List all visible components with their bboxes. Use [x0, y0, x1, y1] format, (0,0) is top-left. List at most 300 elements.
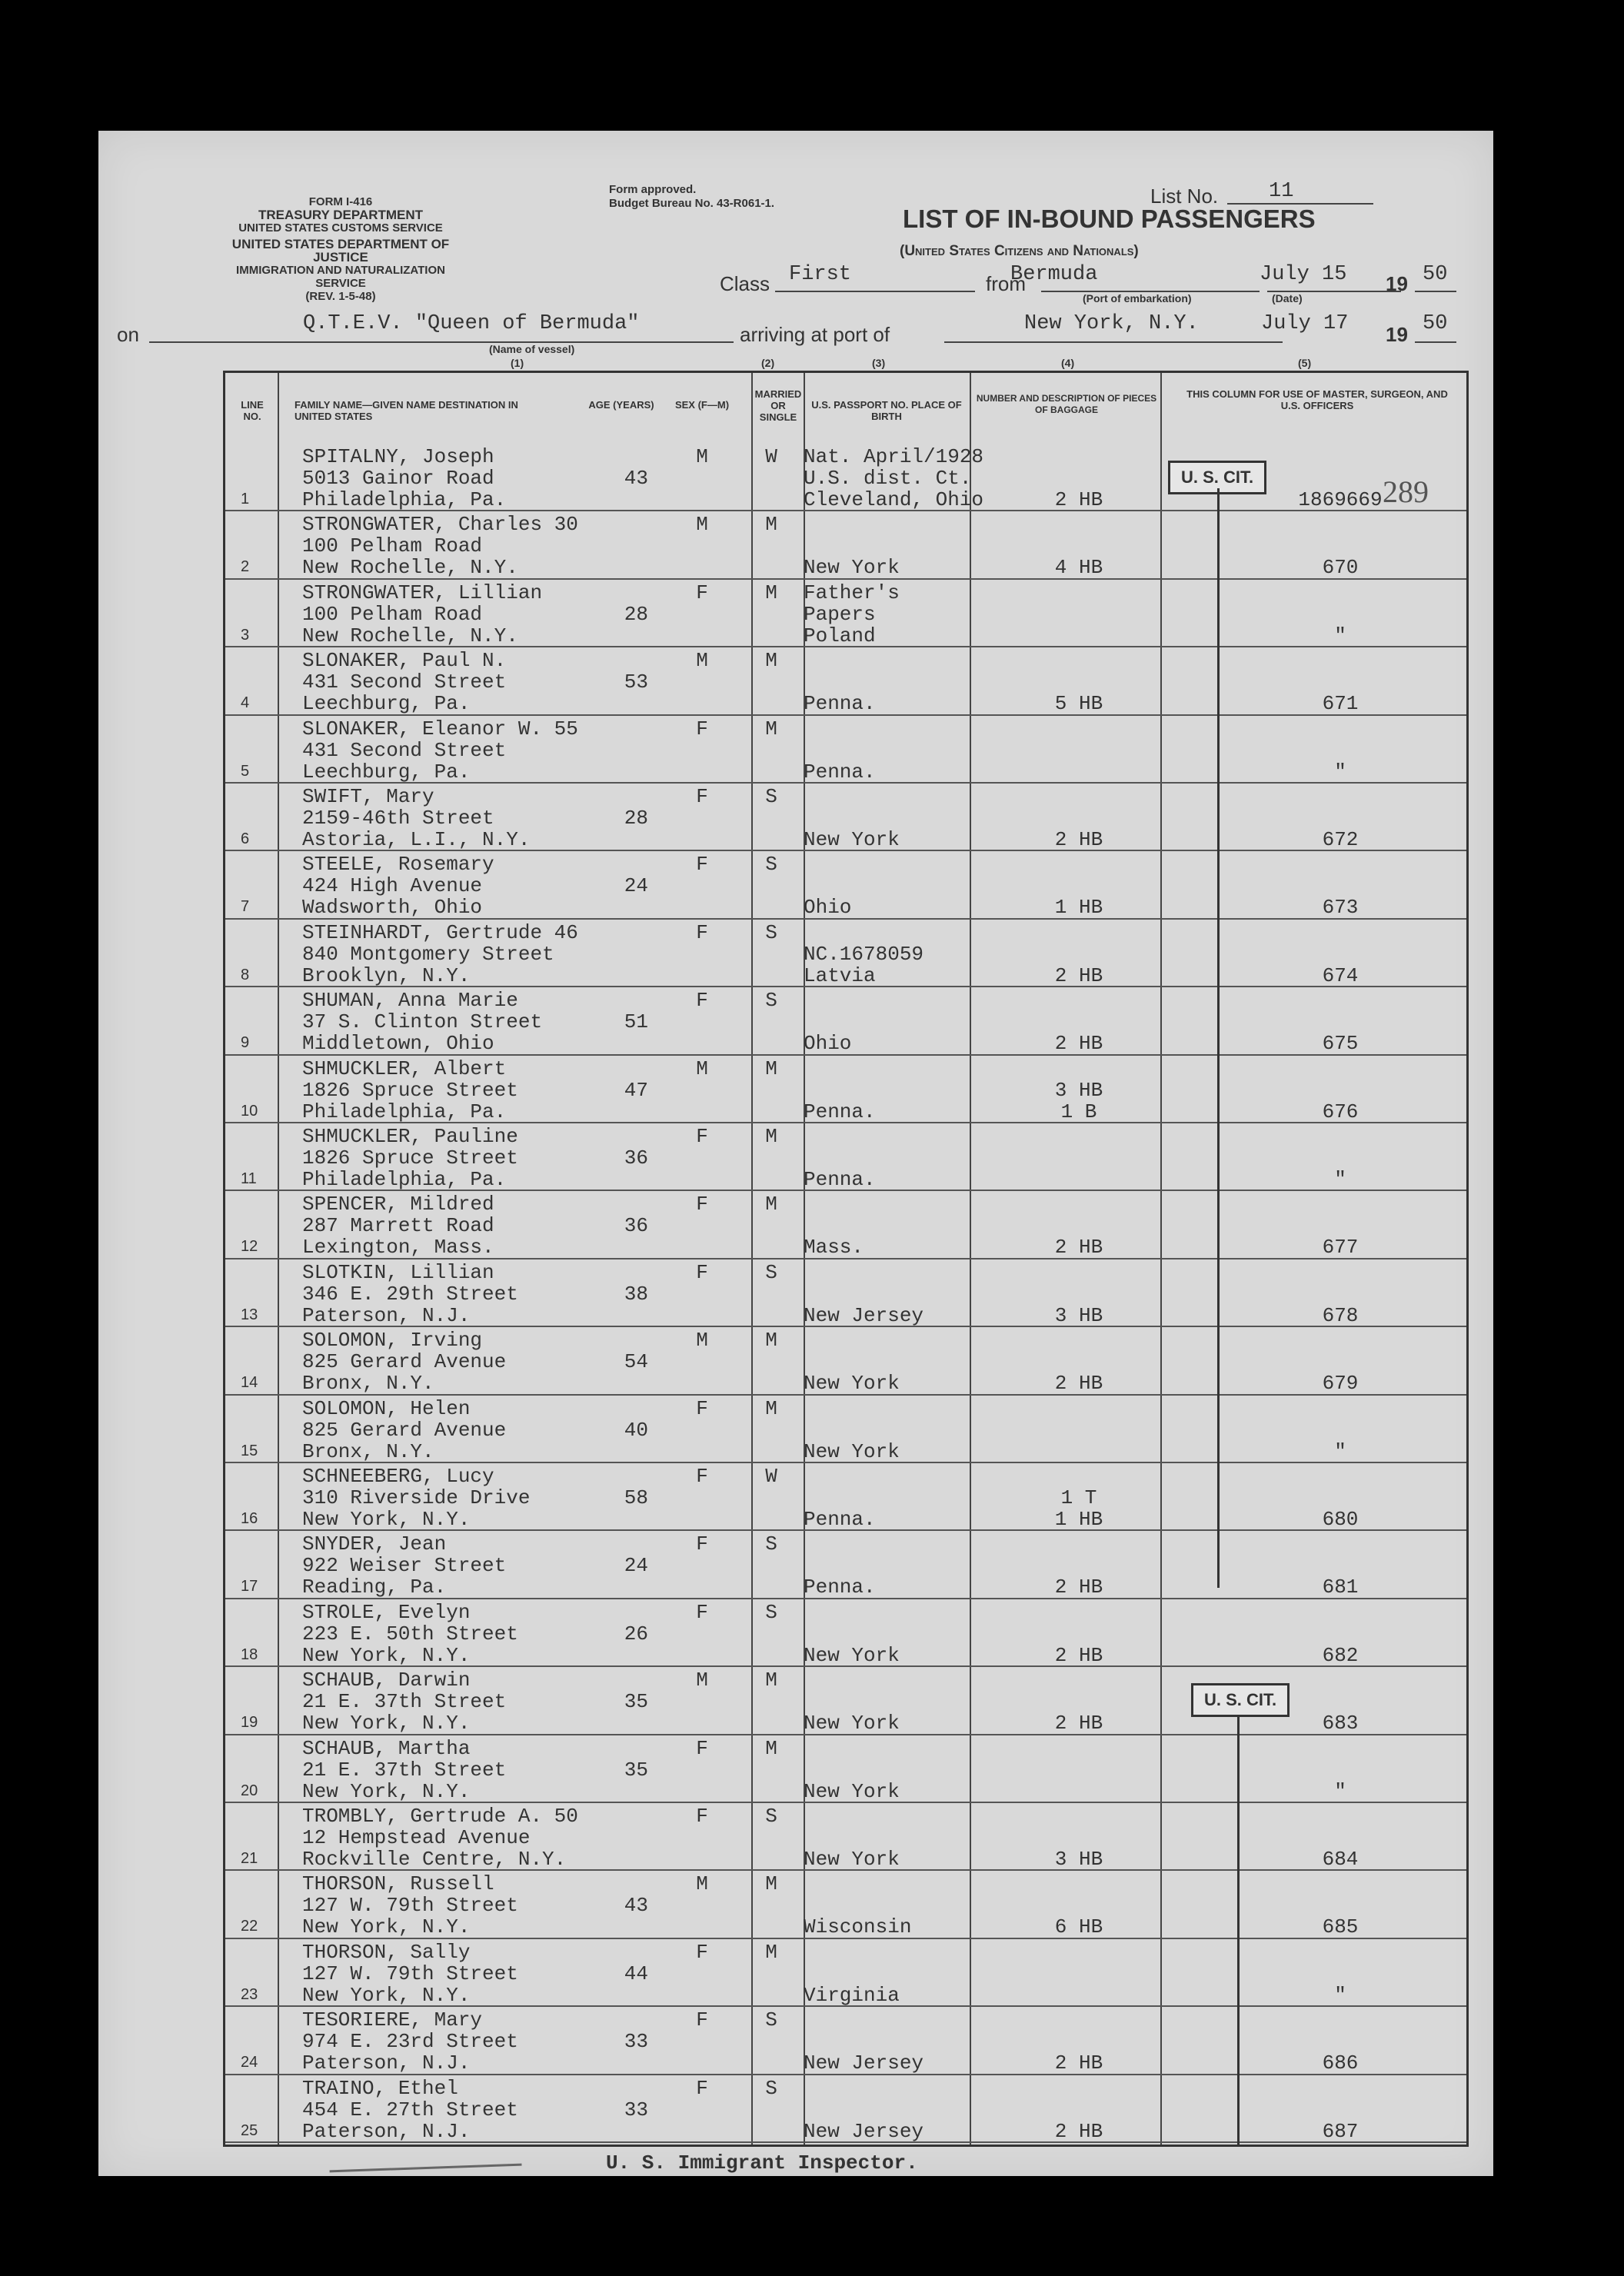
passenger-street: 287 Marrett Road — [302, 1214, 494, 1238]
line-number: 13 — [241, 1306, 258, 1323]
col-head-sex: SEX (F—M) — [674, 399, 730, 411]
passenger-sex: F — [696, 785, 708, 808]
passenger-city: Bronx, N.Y. — [302, 1439, 434, 1463]
table-row — [225, 1871, 1466, 1938]
from-value: Bermuda — [1010, 263, 1098, 286]
marital-status: W — [765, 1465, 777, 1488]
birthplace: Penna. — [804, 760, 876, 784]
us-cit-stamp: U. S. CIT. — [1191, 1683, 1290, 1717]
passenger-age: 33 — [624, 2030, 648, 2054]
passenger-name: SHMUCKLER, Albert — [302, 1056, 507, 1080]
line-number: 8 — [241, 966, 250, 983]
birthplace: New York — [804, 1439, 900, 1463]
passenger-sex: F — [696, 1532, 708, 1556]
form-revision: (REV. 1-5-48) — [305, 290, 376, 303]
passenger-city: Brooklyn, N.Y. — [302, 963, 471, 987]
form-number: FORM I-416 — [308, 195, 373, 208]
passenger-sex: F — [696, 1465, 708, 1488]
vessel-caption: (Name of vessel) — [489, 343, 575, 355]
baggage-line-1: 1 T — [1060, 1486, 1097, 1509]
passenger-city: New York, N.Y. — [302, 1643, 471, 1667]
birthplace: New York — [804, 556, 900, 580]
table-row — [225, 1803, 1466, 1871]
vessel-line — [149, 341, 734, 343]
birthplace: New Jersey — [804, 2051, 924, 2075]
justice-dept: UNITED STATES DEPARTMENT OF JUSTICE — [231, 237, 450, 265]
passenger-city: Leechburg, Pa. — [302, 760, 471, 784]
line-number: 5 — [241, 762, 250, 780]
baggage-line-2: 2 HB — [1054, 2051, 1103, 2075]
passenger-street: 2159-46th Street — [302, 807, 494, 830]
table-row — [225, 1191, 1466, 1259]
table-row — [225, 1463, 1466, 1531]
line-number: 24 — [241, 2054, 258, 2071]
baggage-line-2: 2 HB — [1054, 1643, 1103, 1667]
ins-service: IMMIGRATION AND NATURALIZATION SERVICE — [236, 264, 445, 290]
marital-status: S — [765, 1600, 777, 1624]
passenger-city: Lexington, Mass. — [302, 1236, 494, 1259]
arriving-label: arriving at port of — [740, 323, 890, 346]
officer-number: " — [1334, 1983, 1346, 2007]
marital-status: W — [765, 445, 777, 468]
officer-number: 680 — [1322, 1508, 1359, 1531]
table-row — [225, 1327, 1466, 1395]
arrival-port: New York, N.Y. — [1024, 312, 1199, 335]
passport-line-1: Nat. April/1928 — [804, 445, 984, 468]
passenger-age: 36 — [624, 1146, 648, 1170]
us-cit-bracket — [1217, 488, 1220, 1588]
passenger-sex: F — [696, 1736, 708, 1760]
passenger-sex: F — [696, 853, 708, 877]
officer-number: " — [1334, 1168, 1346, 1191]
passenger-age: 53 — [624, 670, 648, 694]
baggage-line-2: 2 HB — [1054, 1576, 1103, 1599]
passenger-sex: M — [696, 649, 708, 673]
passenger-age: 35 — [624, 1758, 648, 1782]
passenger-name: SHUMAN, Anna Marie — [302, 989, 518, 1013]
marital-status: S — [765, 2076, 777, 2100]
birthplace: New York — [804, 1372, 900, 1396]
passenger-street: 840 Montgomery Street — [302, 942, 554, 966]
line-number: 22 — [241, 1918, 258, 1935]
marital-status: S — [765, 785, 777, 808]
passenger-age: 43 — [624, 467, 648, 490]
table-row — [225, 1396, 1466, 1463]
table-row — [225, 1123, 1466, 1191]
form-approved: Form approved. — [609, 183, 697, 196]
passenger-age: 26 — [624, 1622, 648, 1645]
passenger-city: New York, N.Y. — [302, 1779, 471, 1803]
passenger-age: 47 — [624, 1078, 648, 1102]
officer-number: 681 — [1322, 1576, 1359, 1599]
table-row — [225, 647, 1466, 715]
passenger-street: 12 Hempstead Avenue — [302, 1826, 531, 1849]
officer-number: 683 — [1322, 1712, 1359, 1735]
passenger-street: 127 W. 79th Street — [302, 1894, 518, 1918]
birthplace: Penna. — [804, 1100, 876, 1123]
baggage-line-2: 2 HB — [1054, 1032, 1103, 1056]
passenger-name: TESORIERE, Mary — [302, 2008, 483, 2032]
col-num-1: (1) — [511, 357, 524, 369]
passenger-name: STRONGWATER, Charles 30 — [302, 513, 578, 537]
table-row — [225, 2007, 1466, 2075]
baggage-line-2: 3 HB — [1054, 1848, 1103, 1871]
officer-number: " — [1334, 760, 1346, 784]
marital-status: S — [765, 989, 777, 1013]
col-num-3: (3) — [872, 357, 886, 369]
customs-service: UNITED STATES CUSTOMS SERVICE — [238, 221, 443, 235]
officer-number: " — [1334, 624, 1346, 647]
line-number: 2 — [241, 558, 250, 576]
passenger-street: 223 E. 50th Street — [302, 1622, 518, 1645]
birthplace: New York — [804, 1643, 900, 1667]
birthplace: Mass. — [804, 1236, 864, 1259]
birthplace: Penna. — [804, 1168, 876, 1191]
passenger-name: SOLOMON, Irving — [302, 1329, 483, 1353]
officer-number: 673 — [1322, 896, 1359, 920]
birthplace: New York — [804, 1712, 900, 1735]
birthplace: New Jersey — [804, 2119, 924, 2143]
table-row — [225, 1531, 1466, 1599]
col-head-line: LINE NO. — [241, 399, 264, 422]
list-no-line — [1227, 203, 1373, 205]
passenger-age: 35 — [624, 1690, 648, 1714]
passenger-city: New York, N.Y. — [302, 1712, 471, 1735]
passenger-sex: F — [696, 2076, 708, 2100]
passenger-sex: M — [696, 1669, 708, 1692]
col-head-married: MARRIED OR SINGLE — [754, 388, 802, 423]
passenger-sex: M — [696, 1329, 708, 1353]
passenger-street: 21 E. 37th Street — [302, 1758, 507, 1782]
passenger-sex: M — [696, 513, 708, 537]
baggage-line-2: 2 HB — [1054, 488, 1103, 511]
passenger-city: Astoria, L.I., N.Y. — [302, 828, 531, 851]
date1-value: July 15 — [1260, 263, 1347, 286]
officer-number: 679 — [1322, 1372, 1359, 1396]
line-number: 15 — [241, 1442, 258, 1459]
officer-number: 685 — [1322, 1915, 1359, 1939]
year1-value: 50 — [1423, 263, 1448, 286]
marital-status: S — [765, 1805, 777, 1828]
col-head-baggage: NUMBER AND DESCRIPTION OF PIECES OF BAGGAGE — [976, 393, 1157, 415]
table-row — [225, 444, 1466, 511]
birthplace: New Jersey — [804, 1303, 924, 1327]
passenger-age: 28 — [624, 602, 648, 626]
passenger-city: Bronx, N.Y. — [302, 1372, 434, 1396]
line-number: 4 — [241, 694, 250, 712]
from-label: from — [986, 272, 1026, 295]
date-caption: (Date) — [1272, 292, 1303, 304]
table-row — [225, 851, 1466, 919]
passenger-city: Philadelphia, Pa. — [302, 488, 507, 511]
passenger-name: SOLOMON, Helen — [302, 1396, 471, 1420]
table-row — [225, 2075, 1466, 2143]
passenger-city: New York, N.Y. — [302, 1508, 471, 1531]
list-no-label: List No. — [1150, 185, 1219, 208]
passenger-age: 28 — [624, 807, 648, 830]
passenger-city: Middletown, Ohio — [302, 1032, 494, 1056]
passenger-city: Reading, Pa. — [302, 1576, 447, 1599]
passenger-street: 310 Riverside Drive — [302, 1486, 531, 1509]
line-number: 6 — [241, 830, 250, 847]
line-number: 12 — [241, 1238, 258, 1256]
date2-value: July 17 — [1261, 312, 1349, 335]
passport-line-1: Father's — [804, 581, 900, 604]
col-head-passport: U.S. PASSPORT NO. PLACE OF BIRTH — [811, 399, 962, 422]
passenger-city: Leechburg, Pa. — [302, 692, 471, 716]
officer-number: 677 — [1322, 1236, 1359, 1259]
passenger-sex: F — [696, 1805, 708, 1828]
passenger-name: STEINHARDT, Gertrude 46 — [302, 920, 578, 944]
passenger-city: Philadelphia, Pa. — [302, 1168, 507, 1191]
passenger-sex: F — [696, 581, 708, 604]
passenger-street: 424 High Avenue — [302, 874, 483, 898]
baggage-line-2: 2 HB — [1054, 1236, 1103, 1259]
passenger-city: Wadsworth, Ohio — [302, 896, 483, 920]
passenger-sex: F — [696, 1396, 708, 1420]
officer-number: 671 — [1322, 692, 1359, 716]
class-value: First — [789, 263, 852, 286]
passenger-name: STRONGWATER, Lillian — [302, 581, 543, 604]
marital-status: S — [765, 2008, 777, 2032]
treasury-dept: TREASURY DEPARTMENT — [258, 208, 424, 222]
passenger-sex: F — [696, 1260, 708, 1284]
passenger-sex: F — [696, 989, 708, 1013]
on-label: on — [117, 323, 139, 346]
passenger-city: Paterson, N.J. — [302, 1303, 471, 1327]
marital-status: S — [765, 1532, 777, 1556]
passenger-age: 36 — [624, 1214, 648, 1238]
table-row — [225, 1259, 1466, 1327]
passenger-name: SNYDER, Jean — [302, 1532, 447, 1556]
baggage-line-2: 2 HB — [1054, 963, 1103, 987]
birthplace: New York — [804, 828, 900, 851]
line-number: 20 — [241, 1782, 258, 1799]
marital-status: M — [765, 1056, 777, 1080]
passport-line-2: U.S. dist. Ct. — [804, 467, 972, 490]
list-no-value: 11 — [1269, 180, 1294, 203]
baggage-line-2: 2 HB — [1054, 1712, 1103, 1735]
line-number: 21 — [241, 1850, 258, 1867]
birthplace: Ohio — [804, 896, 852, 920]
officer-number: 675 — [1322, 1032, 1359, 1056]
marital-status: M — [765, 513, 777, 537]
passenger-name: STROLE, Evelyn — [302, 1600, 471, 1624]
passenger-street: 825 Gerard Avenue — [302, 1350, 507, 1374]
baggage-line-1: 3 HB — [1054, 1078, 1103, 1102]
passenger-street: 431 Second Street — [302, 738, 507, 762]
line-number: 17 — [241, 1578, 258, 1596]
table-row — [225, 987, 1466, 1055]
line-number: 11 — [241, 1170, 257, 1187]
birthplace: Cleveland, Ohio — [804, 488, 984, 511]
passenger-age: 54 — [624, 1350, 648, 1374]
passport-line-2: NC.1678059 — [804, 942, 924, 966]
line-number: 9 — [241, 1034, 250, 1052]
line-number: 3 — [241, 626, 250, 644]
passenger-age: 51 — [624, 1010, 648, 1034]
baggage-line-2: 2 HB — [1054, 828, 1103, 851]
line-number: 10 — [241, 1102, 258, 1120]
passenger-name: SCHAUB, Martha — [302, 1736, 471, 1760]
birthplace: Penna. — [804, 1508, 876, 1531]
passenger-street: 431 Second Street — [302, 670, 507, 694]
marital-status: S — [765, 920, 777, 944]
passenger-street: 127 W. 79th Street — [302, 1962, 518, 1985]
passenger-sex: F — [696, 920, 708, 944]
inspector-label: U. S. Immigrant Inspector. — [606, 2151, 918, 2175]
officer-number: " — [1334, 1779, 1346, 1803]
col-num-4: (4) — [1061, 357, 1075, 369]
table-row — [225, 1939, 1466, 2007]
passenger-street: 37 S. Clinton Street — [302, 1010, 543, 1034]
passenger-city: New York, N.Y. — [302, 1915, 471, 1939]
birthplace: Penna. — [804, 692, 876, 716]
year2-value: 50 — [1423, 312, 1448, 335]
officer-number: 670 — [1322, 556, 1359, 580]
passenger-name: SCHNEEBERG, Lucy — [302, 1465, 494, 1488]
marital-status: M — [765, 1125, 777, 1148]
passenger-street: 974 E. 23rd Street — [302, 2030, 518, 2054]
passenger-name: THORSON, Sally — [302, 1940, 471, 1964]
marital-status: M — [765, 1193, 777, 1216]
passenger-city: New Rochelle, N.Y. — [302, 624, 518, 647]
officer-number: 687 — [1322, 2119, 1359, 2143]
passenger-name: TROMBLY, Gertrude A. 50 — [302, 1805, 578, 1828]
us-cit-bracket — [1237, 1715, 1240, 2146]
line-number: 1 — [241, 491, 250, 507]
page-number: 289 — [1383, 474, 1429, 509]
marital-status: M — [765, 1940, 777, 1964]
baggage-line-2: 4 HB — [1054, 556, 1103, 580]
birthplace: Penna. — [804, 1576, 876, 1599]
passenger-age: 33 — [624, 2098, 648, 2121]
col-num-2: (2) — [761, 357, 775, 369]
table-row — [225, 580, 1466, 647]
passenger-sex: F — [696, 1600, 708, 1624]
passenger-sex: F — [696, 1125, 708, 1148]
officer-number: 672 — [1322, 828, 1359, 851]
passenger-street: 21 E. 37th Street — [302, 1690, 507, 1714]
table-row — [225, 1599, 1466, 1667]
passenger-name: SLONAKER, Eleanor W. 55 — [302, 717, 578, 740]
table-row — [225, 1056, 1466, 1123]
passenger-street: 5013 Gainor Road — [302, 467, 494, 490]
birthplace: New York — [804, 1779, 900, 1803]
baggage-line-2: 1 HB — [1054, 896, 1103, 920]
col-num-5: (5) — [1298, 357, 1312, 369]
line-number: 19 — [241, 1714, 258, 1732]
birthplace: Poland — [804, 624, 876, 647]
passenger-street: 100 Pelham Road — [302, 602, 483, 626]
port-embark-caption: (Port of embarkation) — [1083, 292, 1192, 304]
passenger-name: TRAINO, Ethel — [302, 2076, 458, 2100]
passenger-name: SPITALNY, Joseph — [302, 445, 494, 468]
passenger-sex: M — [696, 1872, 708, 1896]
officer-number: " — [1334, 1439, 1346, 1463]
officer-number: 678 — [1322, 1303, 1359, 1327]
passenger-city: Philadelphia, Pa. — [302, 1100, 507, 1123]
passenger-city: Paterson, N.J. — [302, 2119, 471, 2143]
marital-status: M — [765, 1669, 777, 1692]
passenger-age: 24 — [624, 1554, 648, 1578]
birthplace: Wisconsin — [804, 1915, 912, 1939]
table-row — [225, 920, 1466, 987]
table-row — [225, 716, 1466, 784]
passenger-name: THORSON, Russell — [302, 1872, 494, 1896]
passenger-age: 43 — [624, 1894, 648, 1918]
baggage-line-2: 6 HB — [1054, 1915, 1103, 1939]
baggage-line-2: 1 HB — [1054, 1508, 1103, 1531]
officer-number: 674 — [1322, 963, 1359, 987]
officer-number: 676 — [1322, 1100, 1359, 1123]
vessel-name: Q.T.E.V. "Queen of Bermuda" — [303, 312, 640, 335]
passenger-age: 40 — [624, 1418, 648, 1442]
line-number: 18 — [241, 1645, 258, 1663]
passenger-street: 346 E. 29th Street — [302, 1282, 518, 1306]
line-number: 23 — [241, 1985, 258, 2003]
passenger-age: 58 — [624, 1486, 648, 1509]
passenger-age: 44 — [624, 1962, 648, 1985]
class-label: Class — [720, 272, 770, 295]
table-row — [225, 1735, 1466, 1803]
baggage-line-2: 1 B — [1060, 1100, 1097, 1123]
marital-status: M — [765, 1396, 777, 1420]
officer-number: 1869669 — [1298, 488, 1383, 511]
marital-status: S — [765, 1260, 777, 1284]
form-agency-block — [214, 195, 468, 303]
passenger-sex: F — [696, 717, 708, 740]
marital-status: M — [765, 1329, 777, 1353]
passenger-name: STEELE, Rosemary — [302, 853, 494, 877]
class-line — [775, 291, 975, 292]
baggage-line-2: 2 HB — [1054, 1372, 1103, 1396]
marital-status: M — [765, 581, 777, 604]
passenger-sex: M — [696, 1056, 708, 1080]
baggage-line-2: 2 HB — [1054, 2119, 1103, 2143]
passenger-city: Rockville Centre, N.Y. — [302, 1848, 567, 1871]
marital-status: M — [765, 1872, 777, 1896]
year1-prefix: 19 — [1386, 272, 1408, 295]
year1-line — [1415, 291, 1456, 292]
line-number: 16 — [241, 1510, 258, 1527]
passenger-city: New Rochelle, N.Y. — [302, 556, 518, 580]
passenger-street: 1826 Spruce Street — [302, 1078, 518, 1102]
passport-line-2: Papers — [804, 602, 876, 626]
officer-number: 682 — [1322, 1643, 1359, 1667]
passenger-sex: M — [696, 445, 708, 468]
passenger-sex: F — [696, 1193, 708, 1216]
line-number: 25 — [241, 2121, 258, 2139]
budget-bureau: Budget Bureau No. 43-R061-1. — [609, 197, 775, 210]
passenger-name: SWIFT, Mary — [302, 785, 434, 808]
baggage-line-2: 3 HB — [1054, 1303, 1103, 1327]
form-subtitle: (United States Citizens and Nationals) — [900, 243, 1139, 259]
port-line — [944, 341, 1283, 343]
table-row — [225, 784, 1466, 851]
passenger-name: SPENCER, Mildred — [302, 1193, 494, 1216]
birthplace: Virginia — [804, 1983, 900, 2007]
passenger-name: SLOTKIN, Lillian — [302, 1260, 494, 1284]
passenger-name: SCHAUB, Darwin — [302, 1669, 471, 1692]
marital-status: M — [765, 717, 777, 740]
year2-prefix: 19 — [1386, 323, 1408, 346]
birthplace: New York — [804, 1848, 900, 1871]
passenger-city: New York, N.Y. — [302, 1983, 471, 2007]
baggage-line-2: 5 HB — [1054, 692, 1103, 716]
col-head-officers: THIS COLUMN FOR USE OF MASTER, SURGEON, AND U.S. OFFICERS — [1186, 388, 1448, 411]
line-number: 7 — [241, 898, 250, 916]
